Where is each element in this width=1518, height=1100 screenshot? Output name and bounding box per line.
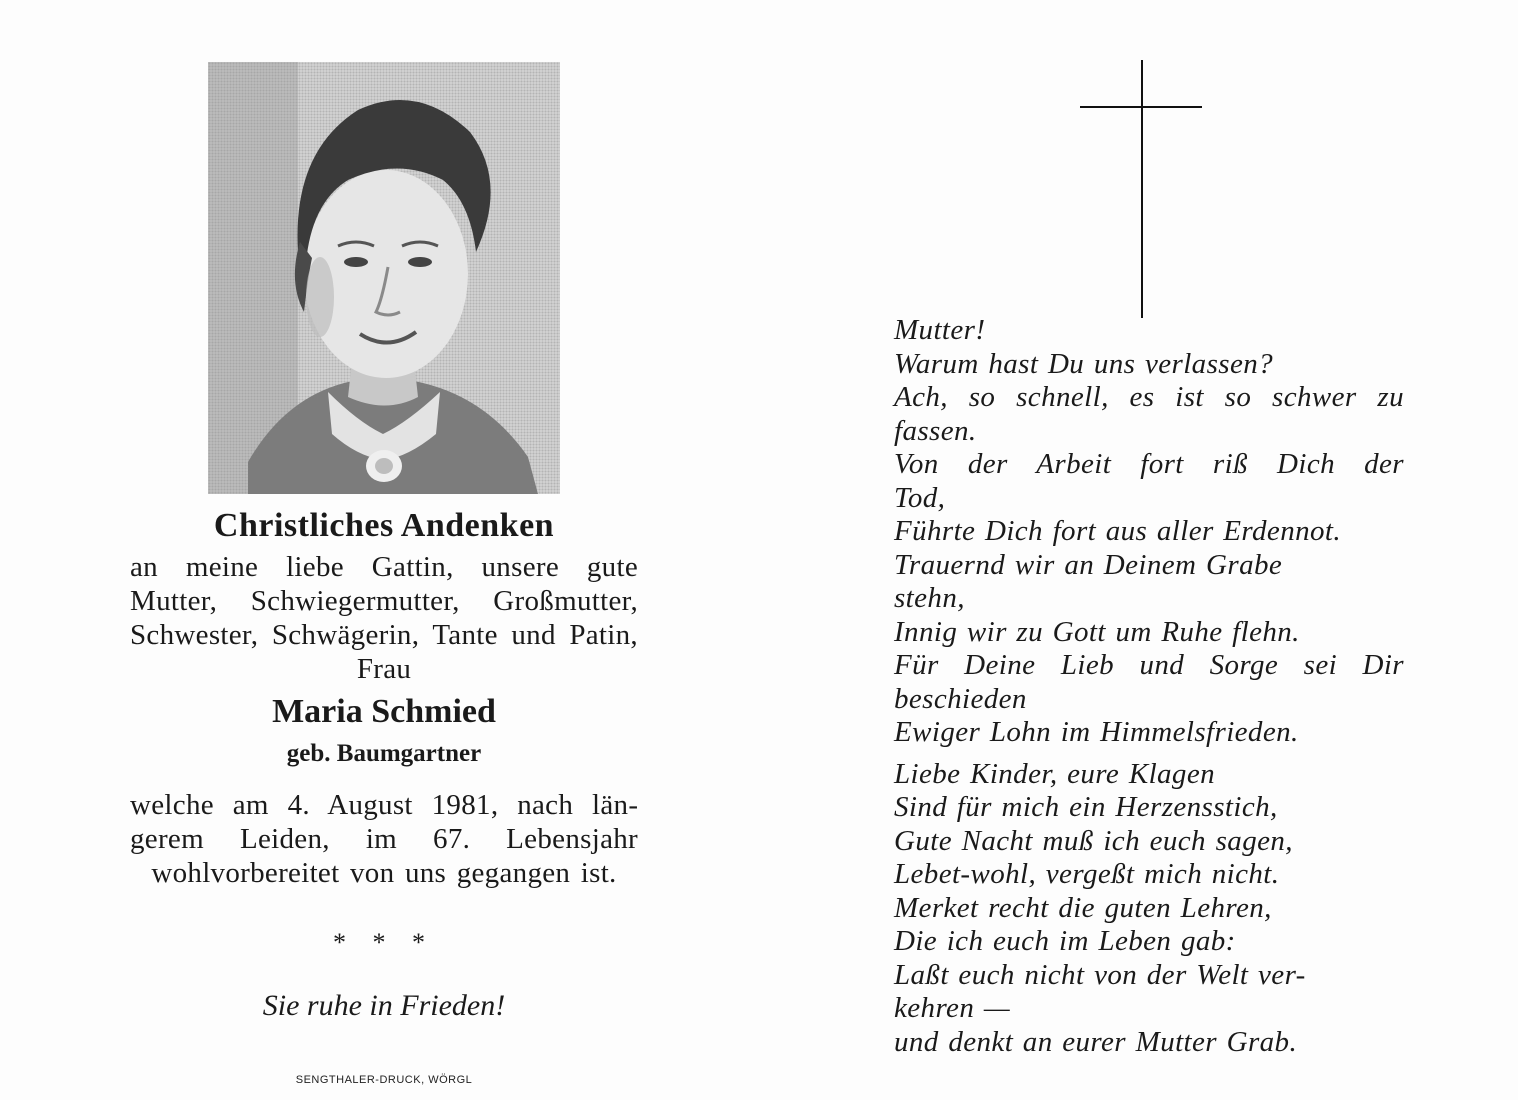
separator-stars: * * * [333, 928, 435, 957]
poem-line: Sind für mich ein Herzensstich, [894, 791, 1278, 823]
poem-stanza-2 [894, 758, 1404, 1060]
poem-line: Gute Nacht muß ich euch sagen, [894, 824, 1293, 857]
poem-line: Die ich euch im Leben gab: [894, 925, 1236, 957]
poem [894, 314, 1404, 1059]
poem-line: Lebet-wohl, vergeßt mich nicht. [894, 858, 1280, 890]
poem-line: fassen. [894, 414, 977, 447]
poem-line: Liebe Kinder, eure Klagen [894, 757, 1215, 790]
poem-line: Ewiger Lohn im Himmelsfrieden. [894, 716, 1299, 748]
poem-line: Trauernd wir an Deinem Grabe [894, 548, 1283, 581]
obituary-text-column [130, 504, 638, 1026]
poem-line: kehren — [894, 992, 1011, 1024]
poem-line: Mutter! [894, 314, 986, 346]
poem-line: Innig wir zu Gott um Ruhe flehn. [894, 615, 1300, 648]
card-title: Christliches Andenken [213, 507, 555, 544]
rest-in-peace: Sie ruhe in Frieden! [262, 989, 506, 1022]
poem-line: Warum hast Du uns verlassen? [894, 347, 1274, 380]
poem-line: und denkt an eurer Mutter Grab. [894, 1025, 1298, 1058]
poem-line: Laßt euch nicht von der Welt ver- [894, 958, 1306, 991]
cross-icon [1080, 60, 1204, 320]
poem-line: Ach, so schnell, es ist so schwer zu [894, 381, 1404, 413]
death-notice: welche am 4. August 1981, nach längerem Leiden, im 67. Lebensjahr wohlvorbereitet von uns gegangen ist. [130, 789, 638, 889]
portrait-photo [208, 62, 560, 494]
deceased-name: Maria Schmied [272, 693, 496, 730]
poem-line: Für Deine Lieb und Sorge sei Dir [894, 649, 1404, 681]
poem-stanza-1 [894, 314, 1404, 750]
maiden-name: geb. Baumgartner [286, 740, 482, 767]
printer-credit: SENGTHALER-DRUCK, WÖRGL [295, 1074, 473, 1086]
portrait-illustration [208, 62, 560, 494]
poem-line: Tod, [894, 481, 946, 514]
dedication-text: an meine liebe Gattin, unsere gute Mutter, Schwiegermutter, Großmutter, Schwester, Schwägerin, Tante und Patin, Frau [130, 551, 638, 685]
poem-line: Von der Arbeit fort riß Dich der [894, 448, 1404, 480]
poem-line: beschieden [894, 682, 1027, 715]
poem-line: stehn, [894, 582, 965, 614]
poem-line: Führte Dich fort aus aller Erdennot. [894, 515, 1342, 547]
poem-line: Merket recht die guten Lehren, [894, 891, 1272, 924]
